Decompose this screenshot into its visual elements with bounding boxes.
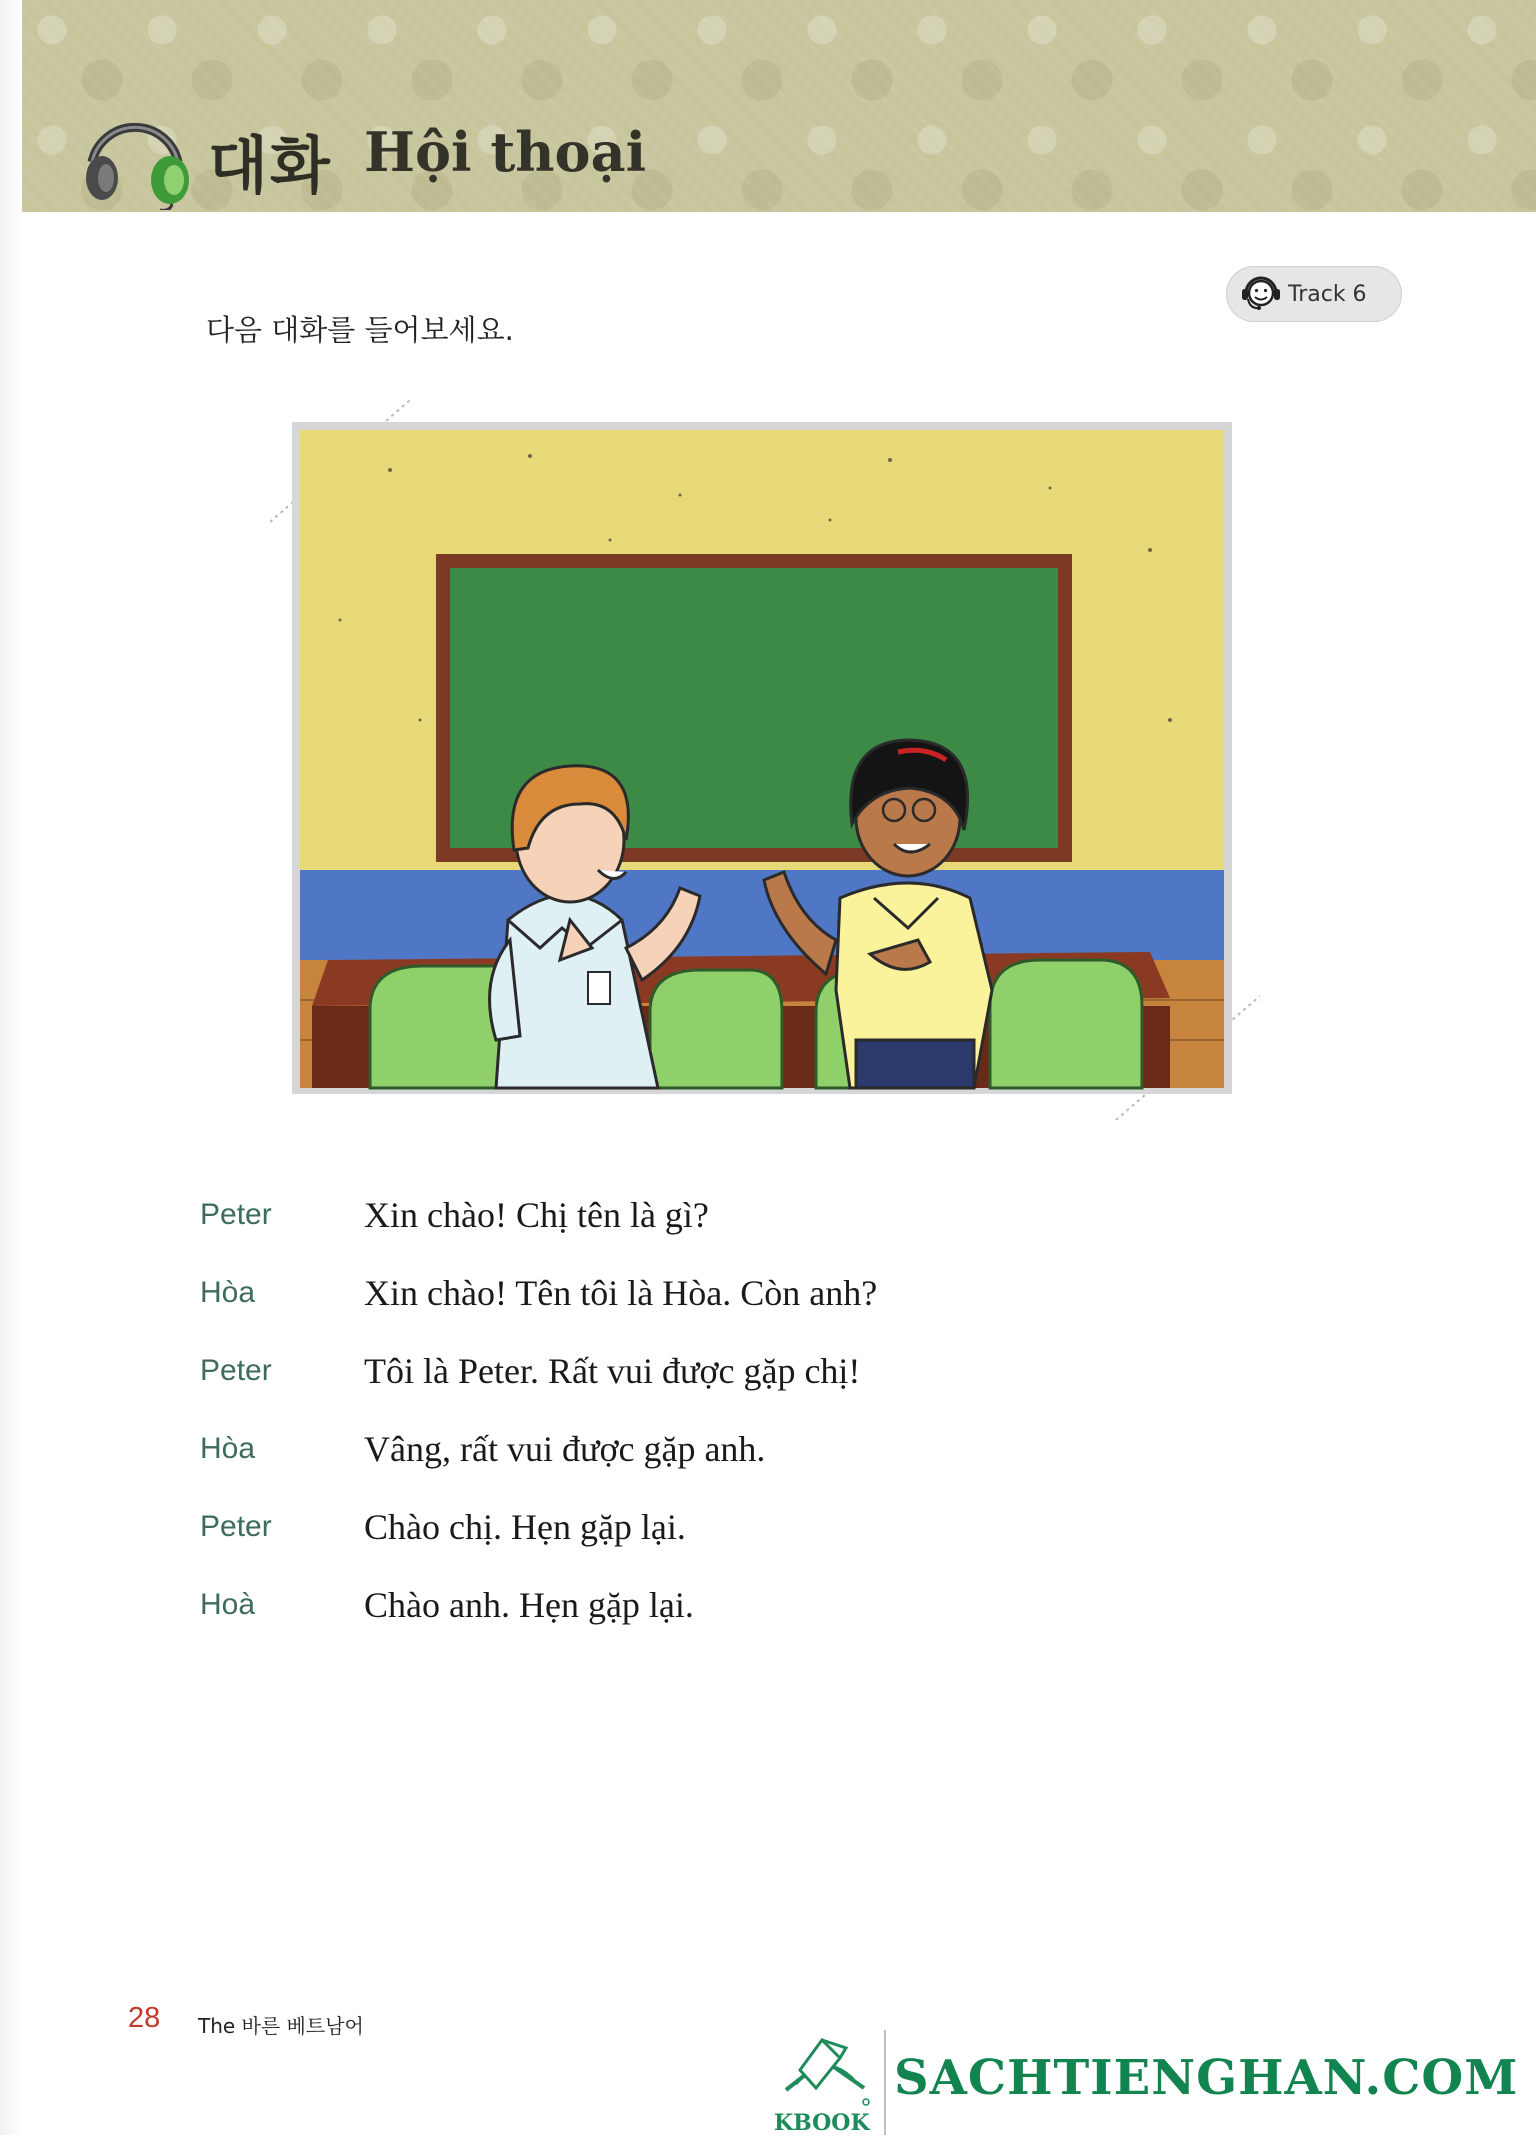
header-title-vietnamese: Hội thoại bbox=[364, 120, 647, 184]
footer-divider bbox=[884, 2030, 886, 2135]
logo-text: KBOOK bbox=[774, 2110, 870, 2136]
track-badge[interactable] bbox=[1226, 266, 1402, 322]
kbook-logo bbox=[766, 2030, 886, 2135]
utterance-text: Vâng, rất vui được gặp anh. bbox=[364, 1429, 766, 1469]
site-name: SACHTIENGHAN.COM bbox=[894, 2050, 1519, 2106]
headset-smiley-icon bbox=[1240, 271, 1282, 317]
book-title: The 바른 베트남어 bbox=[198, 2014, 364, 2038]
instruction-text: 다음 대화를 들어보세요. bbox=[206, 313, 514, 347]
speaker-name: Hòa bbox=[200, 1432, 256, 1465]
utterance-text: Chào chị. Hẹn gặp lại. bbox=[364, 1507, 686, 1547]
page-edge bbox=[0, 0, 22, 2135]
page-number: 28 bbox=[128, 2002, 161, 2034]
classroom-illustration bbox=[270, 400, 1260, 1120]
utterance-text: Xin chào! Tên tôi là Hòa. Còn anh? bbox=[364, 1273, 878, 1313]
utterance-text: Tôi là Peter. Rất vui được gặp chị! bbox=[364, 1351, 861, 1391]
speaker-name: Hoà bbox=[200, 1588, 256, 1621]
speaker-name: Peter bbox=[200, 1354, 272, 1387]
header-title-korean: 대화 bbox=[208, 129, 332, 202]
headphones-icon bbox=[80, 100, 190, 214]
utterance-text: Chào anh. Hẹn gặp lại. bbox=[364, 1585, 694, 1625]
speaker-name: Peter bbox=[200, 1198, 272, 1231]
utterance-text: Xin chào! Chị tên là gì? bbox=[364, 1195, 709, 1235]
track-label: Track 6 bbox=[1288, 281, 1367, 307]
speaker-name: Hòa bbox=[200, 1276, 256, 1309]
speaker-name: Peter bbox=[200, 1510, 272, 1543]
